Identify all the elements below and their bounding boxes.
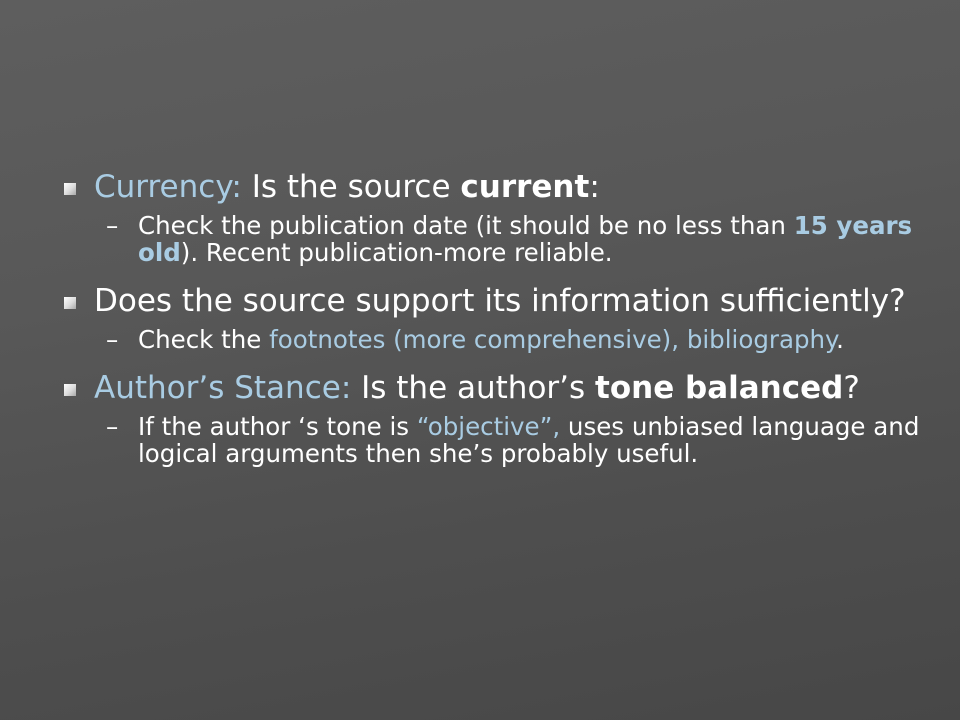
sub-accent-bold-text: 15 years old — [138, 211, 913, 267]
dash-marker: – — [106, 211, 119, 240]
sub-accent-text: “objective”, — [416, 412, 561, 441]
sub-bullet-support — [94, 326, 920, 353]
heading-accent-text: Currency: — [94, 169, 242, 205]
heading-end-text: ? — [843, 370, 860, 406]
sub-bullet-stance — [94, 413, 920, 467]
sub-text: Check the — [138, 325, 270, 354]
bullet-item-currency — [60, 170, 920, 266]
bullet-item-support — [60, 284, 920, 353]
heading-text: Is the source — [241, 169, 461, 205]
sub-text-end: uses unbiased language and logical arguments then she’s probably useful. — [138, 412, 920, 468]
heading-text: Is the author’s — [351, 370, 596, 406]
square-bullet-icon — [64, 384, 76, 396]
heading-end-text: : — [589, 169, 600, 205]
bullet-heading-stance — [94, 371, 920, 405]
heading-bold-text: tone balanced — [595, 370, 844, 406]
sub-text-end: ). Recent publication-more reliable. — [180, 238, 613, 267]
bullet-heading-currency — [94, 170, 920, 204]
dash-marker: – — [106, 325, 119, 354]
sub-text: Check the publication date (it should be no less than — [138, 211, 794, 240]
sub-bullet-currency — [94, 212, 920, 266]
sub-accent-text: footnotes (more comprehensive), bibliography — [269, 325, 837, 354]
heading-text: Does the source support its information sufficiently? — [94, 283, 906, 319]
square-bullet-icon — [64, 297, 76, 309]
bullet-item-stance — [60, 371, 920, 467]
bullet-list — [60, 170, 920, 485]
sub-text: If the author ‘s tone is — [138, 412, 417, 441]
heading-bold-text: current — [460, 169, 590, 205]
dash-marker: – — [106, 412, 119, 441]
square-bullet-icon — [64, 183, 76, 195]
sub-text-end: . — [836, 325, 844, 354]
bullet-heading-support — [94, 284, 920, 318]
heading-accent-text: Author’s Stance: — [94, 370, 352, 406]
